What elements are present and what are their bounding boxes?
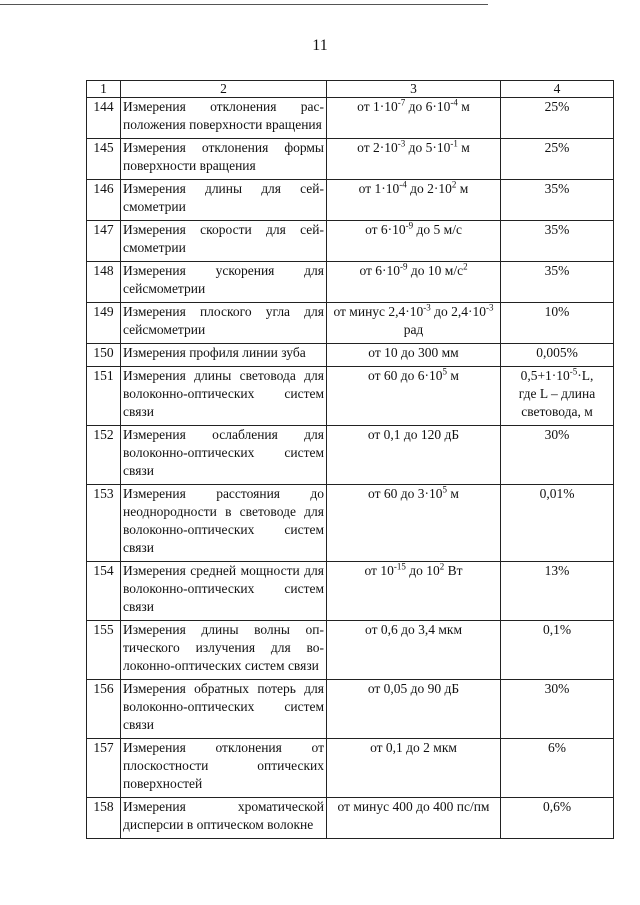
table-header-row — [87, 81, 614, 98]
table-row — [87, 367, 614, 426]
row-number: 158 — [87, 798, 121, 839]
measurements-table — [86, 80, 614, 839]
row-number: 146 — [87, 180, 121, 221]
measurement-range: от минус $2,4\cdot 10^{-3}$ до $2,4\cdot 10^{-3}$ рад — [327, 303, 501, 344]
row-number: 152 — [87, 426, 121, 485]
top-rule — [0, 4, 488, 5]
measurement-accuracy: 0,005% — [501, 344, 614, 367]
row-number: 156 — [87, 680, 121, 739]
row-number: 147 — [87, 221, 121, 262]
row-number: 154 — [87, 562, 121, 621]
measurement-range: от $1\cdot 10^{-4}$ до $2\cdot 10^2$ м — [327, 180, 501, 221]
measurement-description: Измерения средней мощности для волоконно-оптических систем связи — [121, 562, 327, 621]
measurement-accuracy: 35% — [501, 180, 614, 221]
column-header: 3 — [327, 81, 501, 98]
table-row — [87, 344, 614, 367]
measurement-range: от 0,1 до 2 мкм — [327, 739, 501, 798]
table-row — [87, 221, 614, 262]
column-header: 4 — [501, 81, 614, 98]
measurement-description: Измерения отклонения расположения поверхности вращения — [121, 98, 327, 139]
measurement-range: от $2\cdot 10^{-3}$ до $5\cdot 10^{-1}$ м — [327, 139, 501, 180]
measurement-description: Измерения ослабления для волоконно-оптических систем связи — [121, 426, 327, 485]
measurement-description: Измерения профиля линии зуба — [121, 344, 327, 367]
measurement-description: Измерения расстояния до неоднородности в световоде для волоконно-оптических систем связи — [121, 485, 327, 562]
measurement-description: Измерения хроматической дисперсии в оптическом волокне — [121, 798, 327, 839]
measurement-range: от 0,05 до 90 дБ — [327, 680, 501, 739]
table-row — [87, 98, 614, 139]
measurement-accuracy: 35% — [501, 221, 614, 262]
row-number: 150 — [87, 344, 121, 367]
table-row — [87, 621, 614, 680]
measurement-accuracy: 13% — [501, 562, 614, 621]
table-row — [87, 180, 614, 221]
measurement-range: от 60 до $3\cdot 10^5$ м — [327, 485, 501, 562]
page-number: 11 — [312, 37, 328, 54]
table-row — [87, 680, 614, 739]
table-row — [87, 139, 614, 180]
measurement-accuracy: 35% — [501, 262, 614, 303]
measurement-description: Измерения отклонения от плоскостности оптических поверхностей — [121, 739, 327, 798]
measurement-description: Измерения обратных потерь для волоконно-оптических систем связи — [121, 680, 327, 739]
row-number: 155 — [87, 621, 121, 680]
measurement-accuracy: $0,5+1\cdot 10^{-5}\cdot L$, где L – длина световода, м — [501, 367, 614, 426]
table-row — [87, 426, 614, 485]
measurement-range: от $1\cdot 10^{-7}$ до $6\cdot 10^{-4}$ м — [327, 98, 501, 139]
measurement-description: Измерения скорости для сейсмометрии — [121, 221, 327, 262]
table-row — [87, 485, 614, 562]
measurement-range: от 10 до 300 мм — [327, 344, 501, 367]
measurement-accuracy: 0,1% — [501, 621, 614, 680]
column-header: 1 — [87, 81, 121, 98]
measurement-accuracy: 0,01% — [501, 485, 614, 562]
column-header: 2 — [121, 81, 327, 98]
measurement-accuracy: 25% — [501, 139, 614, 180]
measurement-description: Измерения ускорения для сейсмометрии — [121, 262, 327, 303]
measurement-description: Измерения отклонения формы поверхности вращения — [121, 139, 327, 180]
measurement-range: от минус 400 до 400 пс/пм — [327, 798, 501, 839]
row-number: 145 — [87, 139, 121, 180]
measurement-accuracy: 0,6% — [501, 798, 614, 839]
table-row — [87, 739, 614, 798]
measurement-range: от 0,1 до 120 дБ — [327, 426, 501, 485]
measurement-range: от $6\cdot 10^{-9}$ до 10 $м/с^2$ — [327, 262, 501, 303]
measurement-range: от 60 до $6\cdot 10^5$ м — [327, 367, 501, 426]
table-row — [87, 562, 614, 621]
measurement-range: от $6\cdot 10^{-9}$ до 5 м/с — [327, 221, 501, 262]
measurement-accuracy: 10% — [501, 303, 614, 344]
measurement-accuracy: 30% — [501, 426, 614, 485]
measurement-description: Измерения длины волны оптического излучения для волоконно-оптических систем связи — [121, 621, 327, 680]
measurement-description: Измерения плоского угла для сейсмометрии — [121, 303, 327, 344]
measurement-accuracy: 25% — [501, 98, 614, 139]
measurement-range: от 0,6 до 3,4 мкм — [327, 621, 501, 680]
row-number: 157 — [87, 739, 121, 798]
row-number: 144 — [87, 98, 121, 139]
measurement-description: Измерения длины световода для волоконно-оптических систем связи — [121, 367, 327, 426]
table-row — [87, 798, 614, 839]
row-number: 149 — [87, 303, 121, 344]
row-number: 153 — [87, 485, 121, 562]
measurement-accuracy: 30% — [501, 680, 614, 739]
row-number: 148 — [87, 262, 121, 303]
table-row — [87, 303, 614, 344]
row-number: 151 — [87, 367, 121, 426]
measurement-range: от $10^{-15}$ до $10^2$ Вт — [327, 562, 501, 621]
table-row — [87, 262, 614, 303]
measurement-description: Измерения длины для сейсмометрии — [121, 180, 327, 221]
measurement-accuracy: 6% — [501, 739, 614, 798]
